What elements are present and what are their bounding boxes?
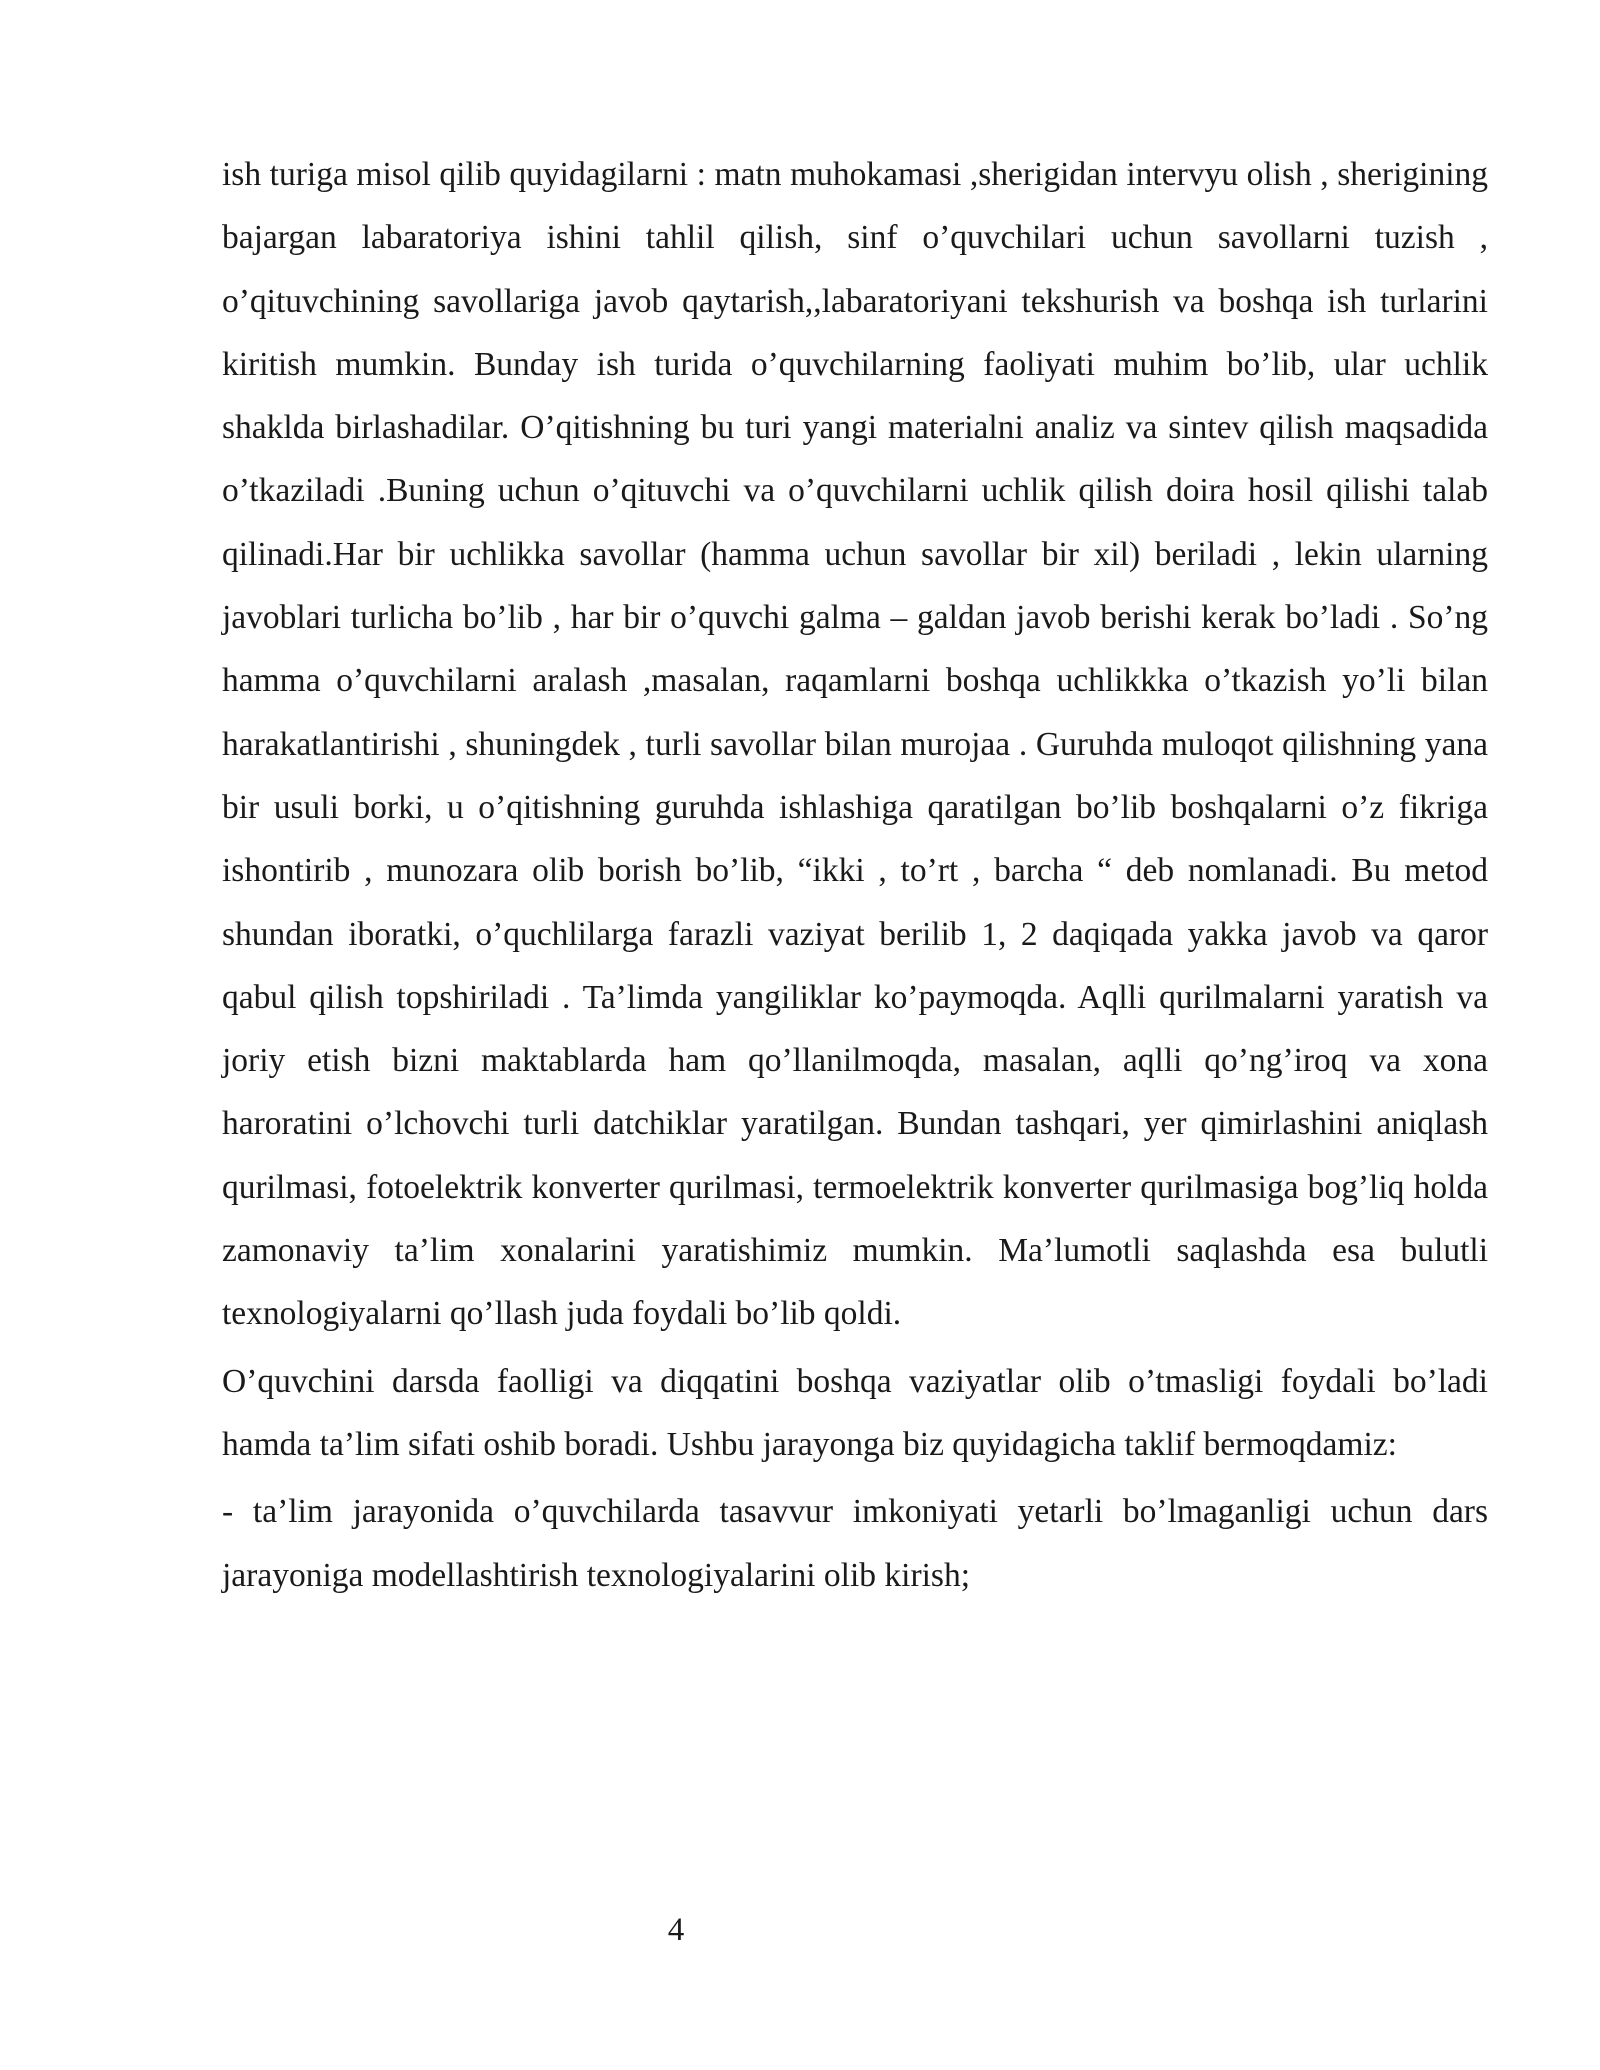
paragraph-2: O’quvchini darsda faolligi va diqqatini boshqa vaziyatlar olib o’tmasligi foydali bo’ladi hamda ta’lim sifati oshib boradi. Ushbu jarayonga biz quyidagicha taklif bermoqdamiz: — [222, 1362, 1488, 1463]
paragraph-3: - ta’lim jarayonida o’quvchilarda tasavvur imkoniyati yetarli bo’lmaganligi uchun dars jarayoniga modellashtirish texnologiyalarini olib kirish; — [222, 1493, 1488, 1594]
paragraph-1: ish turiga misol qilib quyidagilarni : matn muhokamasi ,sherigidan intervyu olish , sherigining bajargan labaratoriya ishini tahlil qilish, sinf o’quvchilari uchun savollarni tuzish , o’qituvchining savollariga javob qaytarish,,labaratoriyani tekshurish va boshqa ish turlarini kiritish mumkin. Bunday ish turida o’quvchilarning faoliyati muhim bo’lib, ular uchlik shaklda birlashadilar. O’qitishning bu turi yangi materialni analiz va sintev qilish maqsadida o’tkaziladi .Buning uchun o’qituvchi va o’quvchilarni uchlik qilish doira hosil qilishi talab qilinadi.Har bir uchlikka savollar (hamma uchun savollar bir xil) beriladi , lekin ularning javoblari turlicha bo’lib , har bir o’quvchi galma – galdan javob berishi kerak bo’ladi . So’ng hamma o’quvchilarni aralash ,masalan, raqamlarni boshqa uchlikkka o’tkazish yo’li bilan harakatlantirishi , shuningdek , turli savollar bilan murojaa . Guruhda muloqot qilishning yana bir usuli borki, u o’qitishning guruhda ishlashiga qaratilgan bo’lib boshqalarni o’z fikriga ishontirib , munozara olib borish bo’lib, “ikki , to’rt , barcha “ deb nomlanadi. Bu metod shundan iboratki, o’quchlilarga farazli vaziyat berilib 1, 2 daqiqada yakka javob va qaror qabul qilish topshiriladi . Ta’limda yangiliklar ko’paymoqda. Aqlli qurilmalarni yaratish va joriy etish bizni maktablarda ham qo’llanilmoqda, masalan, aqlli qo’ng’iroq va xona haroratini o’lchovchi turli datchiklar yaratilgan. Bundan tashqari, yer qimirlashini aniqlash qurilmasi, fotoelektrik konverter qurilmasi, termoelektrik konverter qurilmasiga bog’liq holda zamonaviy ta’lim xonalarini yaratishimiz mumkin. Ma’lumotli saqlashda esa bulutli texnologiyalarni qo’llash juda foydali bo’lib qoldi. — [222, 156, 1488, 1333]
body-text — [222, 143, 1488, 1611]
page-number: 4 — [667, 1912, 685, 1948]
